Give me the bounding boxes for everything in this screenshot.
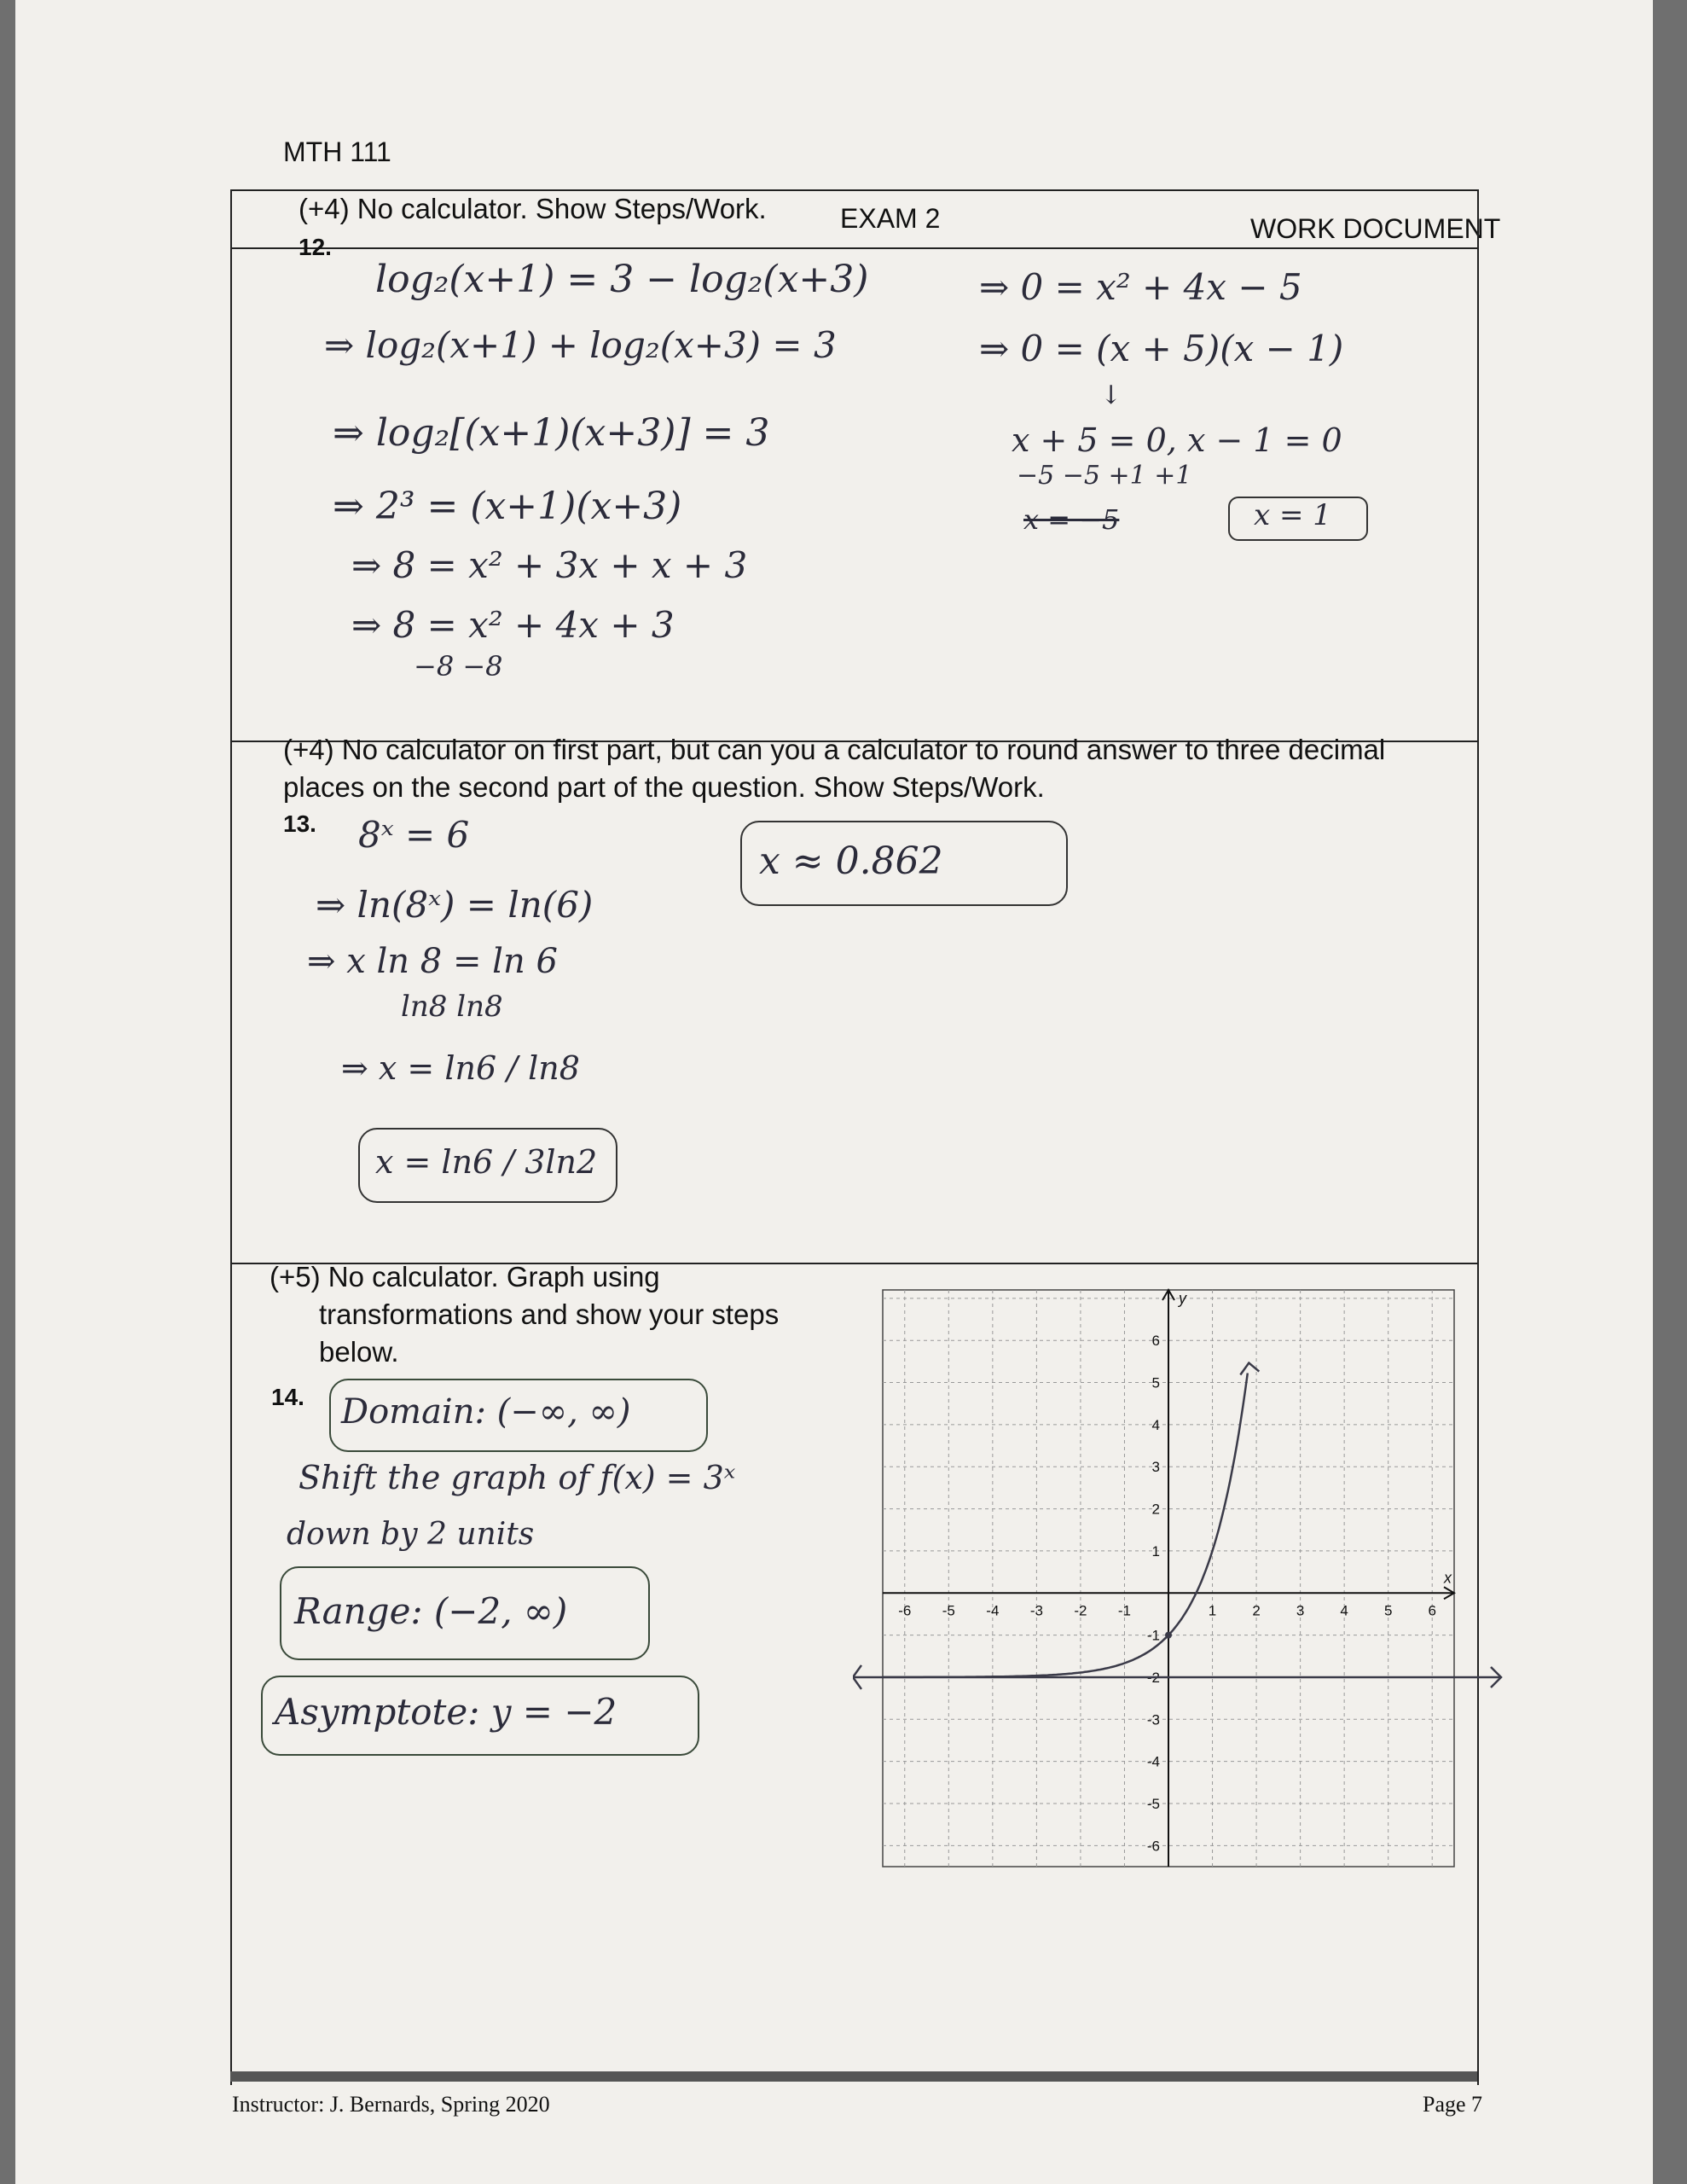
exam-title: EXAM 2 — [840, 203, 941, 234]
course-code: MTH 111 — [283, 136, 391, 167]
q14-number: 14. — [271, 1384, 304, 1410]
bottom-rule — [230, 2071, 1477, 2082]
work-line: ↓ — [1100, 380, 1122, 410]
x-tick-label: 2 — [1252, 1602, 1261, 1619]
x-tick-label: -3 — [1029, 1602, 1043, 1619]
work-line: ⇒ 2³ = (x+1)(x+3) — [333, 485, 682, 528]
q13-instruction-line2: places on the second part of the question. Show Steps/Work. — [283, 771, 1045, 803]
q12-instruction: (+4) No calculator. Show Steps/Work. — [299, 193, 767, 224]
q14-instruction-line2: transformations and show your steps — [319, 1298, 780, 1330]
x-axis-label: x — [1444, 1569, 1452, 1587]
work-line: ⇒ log₂[(x+1)(x+3)] = 3 — [333, 411, 770, 455]
x-tick-label: 5 — [1383, 1602, 1393, 1619]
work-line: 8ˣ = 6 — [358, 814, 470, 856]
x-tick-label: 1 — [1208, 1602, 1217, 1619]
q12-answer: x = 1 — [1254, 498, 1331, 532]
y-tick-label: -3 — [1146, 1711, 1160, 1728]
x-tick-label: 3 — [1296, 1602, 1305, 1619]
work-line: ln8 ln8 — [401, 990, 503, 1024]
work-line: x + 5 = 0, x − 1 = 0 — [1012, 421, 1342, 459]
y-intercept-point — [1165, 1632, 1172, 1639]
document-type: WORK DOCUMENT — [1250, 213, 1501, 244]
shift-line2: down by 2 units — [287, 1517, 535, 1552]
work-line: ⇒ x = ln6 / ln8 — [341, 1049, 580, 1087]
y-tick-label: -6 — [1146, 1838, 1160, 1855]
work-line: ⇒ ln(8ˣ) = ln(6) — [316, 884, 594, 926]
q13-exact-answer: x = ln6 / 3ln2 — [375, 1143, 598, 1181]
q14-instruction-line3: below. — [319, 1336, 399, 1368]
q13-instruction-line1: (+4) No calculator on first part, but can you a calculator to round answer to three decimal — [283, 734, 1386, 765]
work-line: ⇒ 8 = x² + 3x + x + 3 — [351, 544, 748, 586]
coordinate-grid — [853, 1271, 1518, 1885]
instructor-footer: Instructor: J. Bernards, Spring 2020 — [232, 2092, 550, 2117]
work-line: −5 −5 +1 +1 — [1017, 461, 1192, 491]
work-line: log₂(x+1) = 3 − log₂(x+3) — [375, 258, 869, 301]
range-text: Range: (−2, ∞) — [294, 1590, 568, 1632]
q13-number: 13. — [283, 810, 316, 837]
asymptote-text: Asymptote: y = −2 — [275, 1691, 617, 1733]
q12-number: 12. — [299, 234, 332, 260]
x-tick-label: -2 — [1074, 1602, 1087, 1619]
page-number: Page 7 — [1423, 2092, 1483, 2117]
y-tick-label: -5 — [1146, 1795, 1160, 1812]
shift-line1: Shift the graph of f(x) = 3ˣ — [299, 1459, 736, 1496]
frame-top-rule — [230, 247, 1477, 249]
work-line-crossed: x = −5 — [1023, 503, 1120, 536]
y-tick-label: -2 — [1146, 1669, 1160, 1686]
y-tick-label: 4 — [1151, 1416, 1160, 1433]
y-tick-label: 3 — [1151, 1459, 1160, 1476]
work-line: ⇒ 0 = (x + 5)(x − 1) — [979, 328, 1344, 369]
work-line: ⇒ 0 = x² + 4x − 5 — [979, 266, 1302, 308]
y-tick-label: 5 — [1151, 1374, 1160, 1391]
x-tick-label: -6 — [898, 1602, 912, 1619]
y-tick-label: 6 — [1151, 1333, 1160, 1350]
x-tick-label: -5 — [942, 1602, 955, 1619]
x-tick-label: 4 — [1340, 1602, 1348, 1619]
y-axis-label: y — [1179, 1290, 1186, 1307]
work-line: ⇒ x ln 8 = ln 6 — [307, 942, 558, 981]
x-tick-label: -4 — [986, 1602, 1000, 1619]
x-tick-label: 6 — [1428, 1602, 1436, 1619]
work-line: ⇒ 8 = x² + 4x + 3 — [351, 604, 675, 646]
y-tick-label: 2 — [1151, 1501, 1160, 1518]
domain-text: Domain: (−∞, ∞) — [341, 1392, 631, 1432]
y-tick-label: -4 — [1146, 1753, 1160, 1770]
x-tick-label: -1 — [1117, 1602, 1132, 1619]
exponential-curve — [883, 1374, 1248, 1677]
q13-approx-answer: x ≈ 0.862 — [759, 839, 943, 883]
y-tick-label: -1 — [1146, 1627, 1160, 1644]
work-line: −8 −8 — [414, 650, 503, 682]
work-line: ⇒ log₂(x+1) + log₂(x+3) = 3 — [324, 324, 837, 366]
y-tick-label: 1 — [1151, 1542, 1160, 1560]
q14-instruction-line1: (+5) No calculator. Graph using — [270, 1261, 660, 1292]
